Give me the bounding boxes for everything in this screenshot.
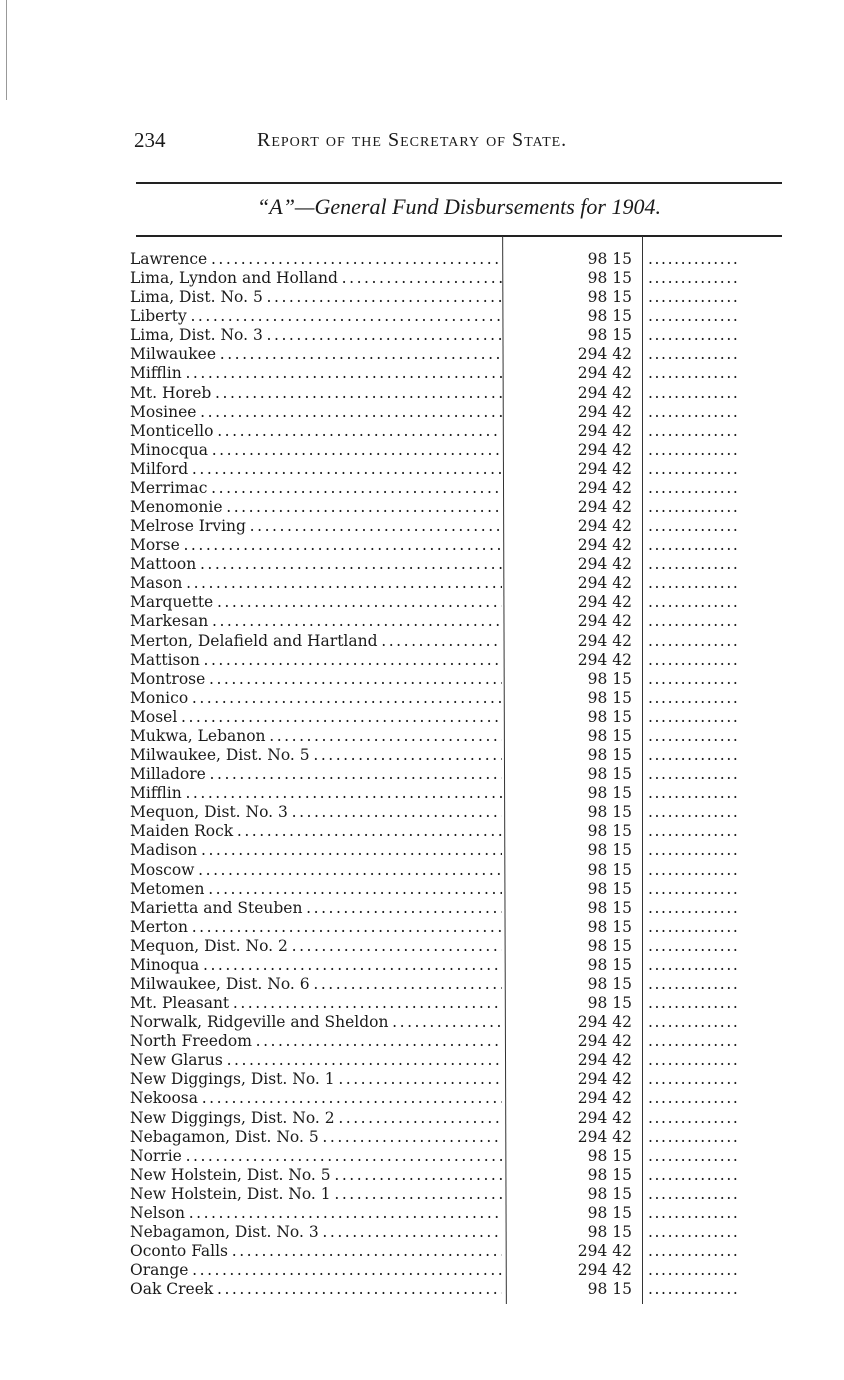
row-name: Mattoon . . . — [130, 555, 502, 574]
row-leader-dots: .............. — [648, 746, 740, 765]
row-leader-dots: .............. — [648, 517, 740, 536]
disbursement-table — [124, 250, 784, 1299]
row-name: Mt. Horeb . . . — [130, 384, 502, 403]
table-row — [124, 403, 784, 422]
row-amount: 98 15 — [587, 669, 632, 688]
row-amount: 98 15 — [587, 1165, 632, 1184]
table-row — [124, 269, 784, 288]
row-amount: 294 42 — [577, 1242, 632, 1261]
row-amount: 294 42 — [577, 593, 632, 612]
table-row — [124, 307, 784, 326]
row-name: Montrose . . . — [130, 670, 502, 689]
row-amount: 98 15 — [587, 917, 632, 936]
row-amount: 98 15 — [587, 841, 632, 860]
row-leader-dots: .............. — [648, 1127, 740, 1146]
table-row — [124, 498, 784, 517]
table-row — [124, 593, 784, 612]
running-title: Report of the Secretary of State. — [257, 129, 568, 151]
row-amount: 98 15 — [587, 1280, 632, 1299]
row-name: New Diggings, Dist. No. 2 . . . — [130, 1109, 502, 1128]
table-row — [124, 670, 784, 689]
row-leader-dots: .............. — [648, 784, 740, 803]
row-leader-dots: .............. — [648, 498, 740, 517]
row-leader-dots: .............. — [648, 1089, 740, 1108]
row-leader-dots: .............. — [648, 917, 740, 936]
table-row — [124, 1147, 784, 1166]
table-row — [124, 1223, 784, 1242]
row-leader-dots: .............. — [648, 803, 740, 822]
row-name: Lima, Lyndon and Holland . . . — [130, 269, 502, 288]
row-leader-dots: .............. — [648, 1108, 740, 1127]
page-edge-line — [6, 0, 7, 100]
row-name: Milwaukee . . . — [130, 345, 502, 364]
table-row — [124, 956, 784, 975]
row-amount: 98 15 — [587, 1184, 632, 1203]
row-name: Monticello . . . — [130, 422, 502, 441]
table-row — [124, 384, 784, 403]
table-row — [124, 937, 784, 956]
row-amount: 294 42 — [577, 1070, 632, 1089]
row-leader-dots: .............. — [648, 669, 740, 688]
row-name: Merton, Delafield and Hartland . . . — [130, 632, 502, 651]
row-name: Norwalk, Ridgeville and Sheldon . . . — [130, 1013, 502, 1032]
row-name: Mukwa, Lebanon . . . — [130, 727, 502, 746]
row-leader-dots: .............. — [648, 974, 740, 993]
row-amount: 294 42 — [577, 1127, 632, 1146]
row-amount: 98 15 — [587, 765, 632, 784]
row-name: Nelson . . . — [130, 1204, 502, 1223]
table-row — [124, 1261, 784, 1280]
row-leader-dots: .............. — [648, 1203, 740, 1222]
table-row — [124, 746, 784, 765]
row-amount: 294 42 — [577, 459, 632, 478]
row-leader-dots: .............. — [648, 1051, 740, 1070]
row-amount: 294 42 — [577, 364, 632, 383]
row-leader-dots: .............. — [648, 860, 740, 879]
table-row — [124, 765, 784, 784]
row-amount: 98 15 — [587, 269, 632, 288]
row-name: Oak Creek . . . — [130, 1280, 502, 1299]
row-name: Mequon, Dist. No. 2 . . . — [130, 937, 502, 956]
row-amount: 98 15 — [587, 784, 632, 803]
row-leader-dots: .............. — [648, 612, 740, 631]
row-leader-dots: .............. — [648, 478, 740, 497]
row-name: Minoqua . . . — [130, 956, 502, 975]
row-amount: 98 15 — [587, 288, 632, 307]
row-amount: 98 15 — [587, 707, 632, 726]
row-amount: 294 42 — [577, 402, 632, 421]
row-leader-dots: .............. — [648, 822, 740, 841]
row-leader-dots: .............. — [648, 1222, 740, 1241]
table-row — [124, 441, 784, 460]
caption-rule — [136, 235, 782, 237]
row-name: Milwaukee, Dist. No. 5 . . . — [130, 746, 502, 765]
page-number: 234 — [134, 128, 166, 152]
row-name: Merton . . . — [130, 918, 502, 937]
row-amount: 98 15 — [587, 746, 632, 765]
row-name: Metomen . . . — [130, 880, 502, 899]
row-leader-dots: .............. — [648, 1070, 740, 1089]
table-row — [124, 555, 784, 574]
row-name: Monico . . . — [130, 689, 502, 708]
table-row — [124, 651, 784, 670]
row-name: Lima, Dist. No. 5 . . . — [130, 288, 502, 307]
row-amount: 98 15 — [587, 974, 632, 993]
row-leader-dots: .............. — [648, 707, 740, 726]
row-name: Mattison . . . — [130, 651, 502, 670]
row-amount: 294 42 — [577, 345, 632, 364]
row-amount: 294 42 — [577, 631, 632, 650]
row-name: Mequon, Dist. No. 3 . . . — [130, 803, 502, 822]
row-leader-dots: .............. — [648, 269, 740, 288]
row-amount: 98 15 — [587, 1146, 632, 1165]
row-name: New Holstein, Dist. No. 1 . . . — [130, 1185, 502, 1204]
row-name: Oconto Falls . . . — [130, 1242, 502, 1261]
table-row — [124, 689, 784, 708]
table-row — [124, 1280, 784, 1299]
page-header — [134, 128, 674, 156]
table-row — [124, 250, 784, 269]
row-leader-dots: .............. — [648, 994, 740, 1013]
table-row — [124, 861, 784, 880]
row-leader-dots: .............. — [648, 440, 740, 459]
row-name: Nekoosa . . . — [130, 1089, 502, 1108]
row-leader-dots: .............. — [648, 1146, 740, 1165]
row-name: Milladore . . . — [130, 765, 502, 784]
row-leader-dots: .............. — [648, 593, 740, 612]
row-amount: 98 15 — [587, 955, 632, 974]
table-row — [124, 708, 784, 727]
table-row — [124, 1089, 784, 1108]
row-leader-dots: .............. — [648, 650, 740, 669]
row-name: Milford . . . — [130, 460, 502, 479]
row-leader-dots: .............. — [648, 1242, 740, 1261]
row-name: Melrose Irving . . . — [130, 517, 502, 536]
row-amount: 294 42 — [577, 421, 632, 440]
row-amount: 294 42 — [577, 1051, 632, 1070]
row-amount: 98 15 — [587, 803, 632, 822]
table-row — [124, 364, 784, 383]
table-row — [124, 1242, 784, 1261]
row-leader-dots: .............. — [648, 383, 740, 402]
row-name: Menomonie . . . — [130, 498, 502, 517]
row-leader-dots: .............. — [648, 1184, 740, 1203]
row-leader-dots: .............. — [648, 402, 740, 421]
row-leader-dots: .............. — [648, 345, 740, 364]
row-amount: 294 42 — [577, 536, 632, 555]
table-row — [124, 803, 784, 822]
table-row — [124, 822, 784, 841]
row-leader-dots: .............. — [648, 688, 740, 707]
row-name: Lawrence . . . — [130, 250, 502, 269]
row-leader-dots: .............. — [648, 459, 740, 478]
row-leader-dots: .............. — [648, 555, 740, 574]
row-leader-dots: .............. — [648, 1280, 740, 1299]
table-row — [124, 460, 784, 479]
row-amount: 294 42 — [577, 440, 632, 459]
row-leader-dots: .............. — [648, 1032, 740, 1051]
table-row — [124, 841, 784, 860]
row-amount: 98 15 — [587, 898, 632, 917]
row-name: Minocqua . . . — [130, 441, 502, 460]
row-leader-dots: .............. — [648, 1013, 740, 1032]
row-amount: 294 42 — [577, 498, 632, 517]
table-row — [124, 918, 784, 937]
row-name: New Holstein, Dist. No. 5 . . . — [130, 1166, 502, 1185]
row-name: Merrimac . . . — [130, 479, 502, 498]
table-row — [124, 574, 784, 593]
row-amount: 98 15 — [587, 822, 632, 841]
row-name: Madison . . . — [130, 841, 502, 860]
row-name: Mifflin . . . — [130, 784, 502, 803]
row-name: Orange . . . — [130, 1261, 502, 1280]
row-name: Marquette . . . — [130, 593, 502, 612]
table-row — [124, 1109, 784, 1128]
row-name: New Diggings, Dist. No. 1 . . . — [130, 1070, 502, 1089]
row-leader-dots: .............. — [648, 421, 740, 440]
row-leader-dots: .............. — [648, 326, 740, 345]
row-amount: 294 42 — [577, 1032, 632, 1051]
row-amount: 294 42 — [577, 383, 632, 402]
row-amount: 98 15 — [587, 879, 632, 898]
row-amount: 98 15 — [587, 307, 632, 326]
row-name: Liberty . . . — [130, 307, 502, 326]
table-row — [124, 880, 784, 899]
table-row — [124, 632, 784, 651]
row-name: Norrie . . . — [130, 1147, 502, 1166]
row-name: Mt. Pleasant . . . — [130, 994, 502, 1013]
table-row — [124, 994, 784, 1013]
table-row — [124, 1185, 784, 1204]
table-row — [124, 1032, 784, 1051]
table-row — [124, 1166, 784, 1185]
row-name: Nebagamon, Dist. No. 3 . . . — [130, 1223, 502, 1242]
row-name: Milwaukee, Dist. No. 6 . . . — [130, 975, 502, 994]
row-leader-dots: .............. — [648, 879, 740, 898]
row-leader-dots: .............. — [648, 936, 740, 955]
row-name: Maiden Rock . . . — [130, 822, 502, 841]
row-leader-dots: .............. — [648, 841, 740, 860]
row-amount: 294 42 — [577, 612, 632, 631]
row-amount: 98 15 — [587, 688, 632, 707]
row-name: New Glarus . . . — [130, 1051, 502, 1070]
table-row — [124, 1051, 784, 1070]
table-row — [124, 422, 784, 441]
row-amount: 294 42 — [577, 1261, 632, 1280]
row-leader-dots: .............. — [648, 288, 740, 307]
table-row — [124, 975, 784, 994]
row-name: Lima, Dist. No. 3 . . . — [130, 326, 502, 345]
row-name: Mifflin . . . — [130, 364, 502, 383]
row-name: Marietta and Steuben . . . — [130, 899, 502, 918]
row-amount: 294 42 — [577, 478, 632, 497]
row-name: North Freedom . . . — [130, 1032, 502, 1051]
row-leader-dots: .............. — [648, 1261, 740, 1280]
row-amount: 294 42 — [577, 555, 632, 574]
row-leader-dots: .............. — [648, 955, 740, 974]
table-row — [124, 1128, 784, 1147]
row-leader-dots: .............. — [648, 1165, 740, 1184]
table-row — [124, 727, 784, 746]
row-amount: 98 15 — [587, 250, 632, 268]
table-row — [124, 326, 784, 345]
row-name: Markesan . . . — [130, 612, 502, 631]
row-amount: 294 42 — [577, 1013, 632, 1032]
row-amount: 98 15 — [587, 726, 632, 745]
row-name: Mosel . . . — [130, 708, 502, 727]
row-amount: 294 42 — [577, 517, 632, 536]
table-row — [124, 784, 784, 803]
row-amount: 294 42 — [577, 650, 632, 669]
row-leader-dots: .............. — [648, 364, 740, 383]
row-leader-dots: .............. — [648, 307, 740, 326]
row-amount: 98 15 — [587, 1203, 632, 1222]
table-caption: “A”—General Fund Disbursements for 1904. — [257, 194, 661, 219]
row-name: Morse . . . — [130, 536, 502, 555]
table-row — [124, 517, 784, 536]
table-row — [124, 479, 784, 498]
row-name: Nebagamon, Dist. No. 5 . . . — [130, 1128, 502, 1147]
row-leader-dots: .............. — [648, 574, 740, 593]
row-amount: 98 15 — [587, 1222, 632, 1241]
table-row — [124, 536, 784, 555]
table-row — [124, 288, 784, 307]
row-leader-dots: .............. — [648, 726, 740, 745]
row-amount: 294 42 — [577, 1108, 632, 1127]
row-name: Moscow . . . — [130, 861, 502, 880]
row-amount: 98 15 — [587, 936, 632, 955]
row-leader-dots: .............. — [648, 536, 740, 555]
table-row — [124, 345, 784, 364]
table-row — [124, 612, 784, 631]
table-row — [124, 1013, 784, 1032]
row-name: Mosinee . . . — [130, 403, 502, 422]
row-amount: 294 42 — [577, 574, 632, 593]
table-row — [124, 1204, 784, 1223]
row-amount: 98 15 — [587, 860, 632, 879]
row-amount: 98 15 — [587, 326, 632, 345]
row-amount: 294 42 — [577, 1089, 632, 1108]
row-leader-dots: .............. — [648, 765, 740, 784]
row-leader-dots: .............. — [648, 250, 740, 268]
table-row — [124, 899, 784, 918]
row-leader-dots: .............. — [648, 898, 740, 917]
top-rule — [136, 182, 782, 184]
row-amount: 98 15 — [587, 994, 632, 1013]
row-leader-dots: .............. — [648, 631, 740, 650]
table-row — [124, 1070, 784, 1089]
row-name: Mason . . . — [130, 574, 502, 593]
